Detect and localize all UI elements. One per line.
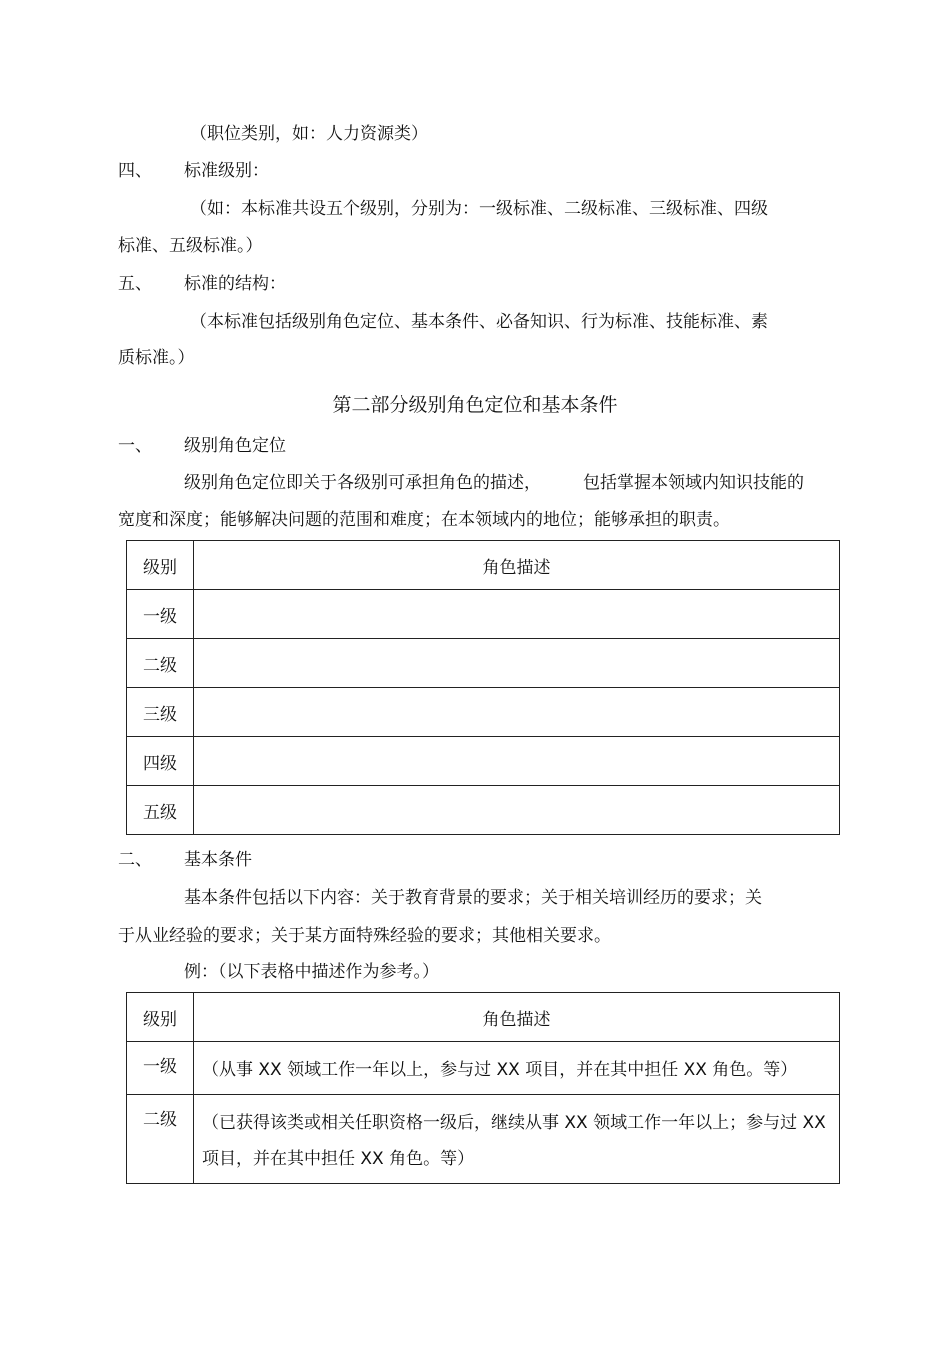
level-cell: 二级 <box>127 1095 194 1184</box>
desc-cell <box>194 786 840 835</box>
desc-cell <box>194 590 840 639</box>
section-5-label: 标准的结构： <box>184 274 286 294</box>
table-header-row <box>127 993 840 1042</box>
subsection-2-para-line1: 基本条件包括以下内容：关于教育背景的要求；关于相关培训经历的要求；关 <box>184 888 762 908</box>
section-4-number: 四、 <box>118 161 152 181</box>
desc-cell: （已获得该类或相关任职资格一级后，继续从事 XX 领域工作一年以上；参与过 XX 项目，并在其中担任 XX 角色。等） <box>194 1095 840 1184</box>
level-cell: 二级 <box>127 639 194 688</box>
table-row <box>127 737 840 786</box>
example-note: 例：（以下表格中描述作为参考。） <box>184 962 439 982</box>
level-cell: 一级 <box>127 590 194 639</box>
section-4-label: 标准级别： <box>184 161 269 181</box>
header-level: 级别 <box>127 541 194 590</box>
table-row <box>127 1042 840 1095</box>
table-row <box>127 688 840 737</box>
subsection-1-label: 级别角色定位 <box>184 436 286 456</box>
category-note: （职位类别，如：人力资源类） <box>190 124 428 144</box>
basic-conditions-table <box>126 992 840 1184</box>
section-4-note-line1: （如：本标准共设五个级别，分别为：一级标准、二级标准、三级标准、四级 <box>190 199 768 219</box>
subsection-1-number: 一、 <box>118 436 152 456</box>
subsection-2-label: 基本条件 <box>184 850 252 870</box>
level-cell: 一级 <box>127 1042 194 1095</box>
desc-cell <box>194 688 840 737</box>
section-5-number: 五、 <box>118 274 152 294</box>
subsection-1-para-line2: 宽度和深度；能够解决问题的范围和难度；在本领域内的地位；能够承担的职责。 <box>118 510 730 530</box>
header-level: 级别 <box>127 993 194 1042</box>
desc-cell: （从事 XX 领域工作一年以上，参与过 XX 项目，并在其中担任 XX 角色。等） <box>194 1042 840 1095</box>
table-row <box>127 1095 840 1184</box>
level-cell: 三级 <box>127 688 194 737</box>
section-5-note-line2: 质标准。） <box>118 348 195 368</box>
part-2-title: 第二部分级别角色定位和基本条件 <box>332 394 618 416</box>
table-row <box>127 786 840 835</box>
header-role-desc: 角色描述 <box>194 541 840 590</box>
table-row <box>127 590 840 639</box>
level-cell: 四级 <box>127 737 194 786</box>
table-header-row <box>127 541 840 590</box>
role-table <box>126 540 840 835</box>
desc-cell <box>194 737 840 786</box>
section-4-note-line2: 标准、五级标准。） <box>118 236 263 256</box>
subsection-1-para-line1b: 包括掌握本领域内知识技能的 <box>583 473 804 493</box>
table-row <box>127 639 840 688</box>
subsection-2-number: 二、 <box>118 850 152 870</box>
subsection-1-para-line1a: 级别角色定位即关于各级别可承担角色的描述， <box>184 473 541 493</box>
header-role-desc: 角色描述 <box>194 993 840 1042</box>
section-5-note-line1: （本标准包括级别角色定位、基本条件、必备知识、行为标准、技能标准、素 <box>190 312 768 332</box>
level-cell: 五级 <box>127 786 194 835</box>
subsection-2-para-line2: 于从业经验的要求；关于某方面特殊经验的要求；其他相关要求。 <box>118 926 611 946</box>
desc-cell <box>194 639 840 688</box>
